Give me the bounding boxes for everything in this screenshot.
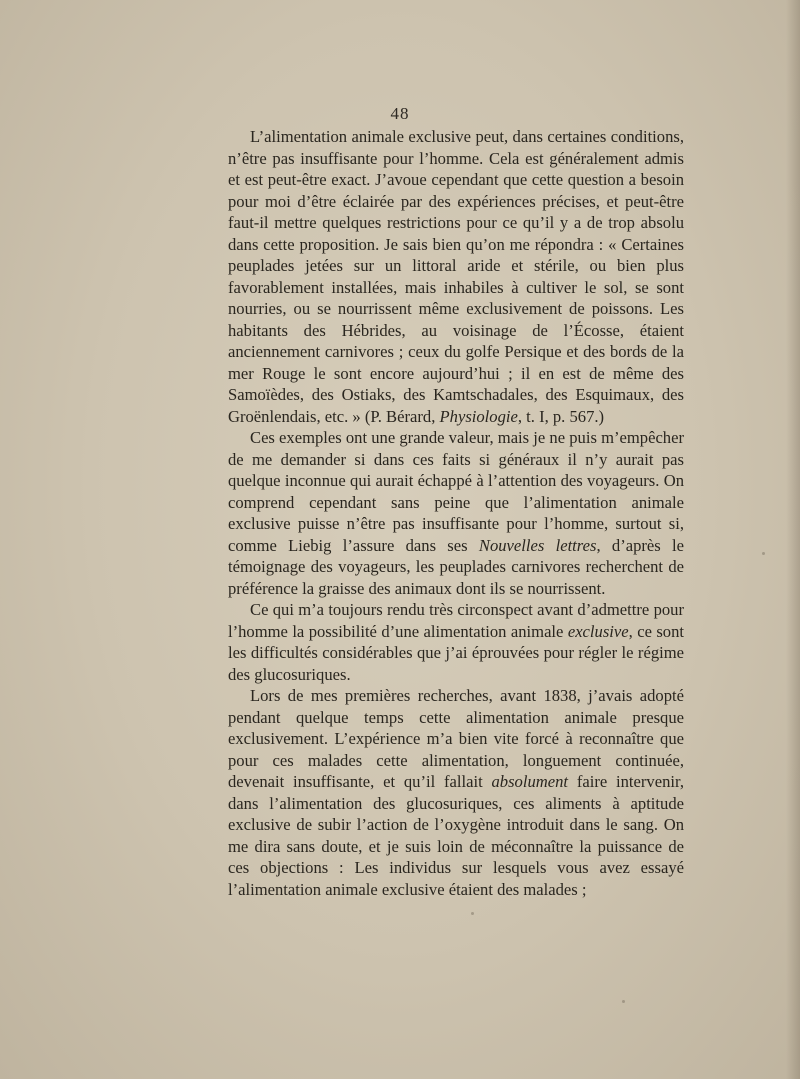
text-run: L’alimentation animale exclusive peut, dans certaines conditions, n’être pas insuffisante pour l’homme. Cela est généralement admis et est peut-être exact. J’avoue cependant que cette question a besoin pour moi d’être éclairée par des expériences précises, et peut-être faut-il mettre quelques restrictions pour ce qu’il y a de trop absolu dans cette proposition. Je sais bien qu’on me répondra : « Certaines peuplades jetées sur un littoral aride et stérile, ou bien plus favorablement installées, mais inhabiles à cultiver le sol, se sont nourries, ou se nourrissent même exclusivement de poissons. Les habitants des Hébrides, au voisinage de l’Écosse, étaient anciennement carnivores ; ceux du golfe Persique et des bords de la mer Rouge le sont encore aujourd’hui ; il en est de même des Samoïèdes, des Ostiaks, des Kamtschadales, des Esquimaux, des Groënlendais, etc. » (P. Bérard, xyxy=(228,127,684,426)
body-text xyxy=(228,126,684,900)
paper-speck xyxy=(762,552,765,555)
italic-text: exclusive xyxy=(567,621,629,641)
italic-text: Nouvelles lettres xyxy=(478,535,597,555)
paper-speck xyxy=(471,912,474,915)
text-run: , d’après le témoignage des voyageurs, les peuplades carnivores recherchent de préférence la graisse des animaux dont ils se nourrissent. xyxy=(228,535,684,598)
paragraph xyxy=(228,126,684,427)
page-edge-shadow xyxy=(786,0,800,1079)
italic-text: Physiologie xyxy=(439,406,518,426)
paragraph xyxy=(228,685,684,900)
paper-speck xyxy=(622,1000,625,1003)
text-run: Lors de mes premières recherches, avant 1838, j’avais adopté pendant quelque temps cette alimentation animale presque exclusivement. L’expérience m’a bien vite forcé à reconnaître que pour ces malades cette alimentation, longuement continuée, devenait insuffisante, et qu’il fallait xyxy=(228,686,684,791)
paragraph xyxy=(228,599,684,685)
text-run: Ce qui m’a toujours rendu très circonspect avant d’admettre pour l’homme la possibilité d’une alimentation animale xyxy=(228,600,684,641)
text-run: , t. I, p. 567.) xyxy=(517,406,605,426)
paragraph xyxy=(228,427,684,599)
text-run: faire intervenir, dans l’alimentation des glucosuriques, ces aliments à aptitude exclusive de subir l’action de l’oxygène introduit dans le sang. On me dira sans doute, et je suis loin de méconnaître la puissance de ces objections : Les individus sur lesquels vous avez essayé l’alimentation animale exclusive étaient des malades ; xyxy=(228,772,684,899)
italic-text: absolument xyxy=(491,772,569,791)
text-run: Ces exemples ont une grande valeur, mais je ne puis m’empêcher de me demander si dans ces faits si généraux il n’y aurait pas quelque inconnue qui aurait échappé à l’attention des voyageurs. On comprend cependant sans peine que l’alimentation animale exclusive puisse n’être pas insuffisante pour l’homme, surtout si, comme Liebig l’assure dans ses xyxy=(228,428,684,555)
text-run: , ce sont les difficultés considérables que j’ai éprouvées pour régler le régime des glucosuriques. xyxy=(228,621,685,684)
page-number: 48 xyxy=(390,104,410,123)
